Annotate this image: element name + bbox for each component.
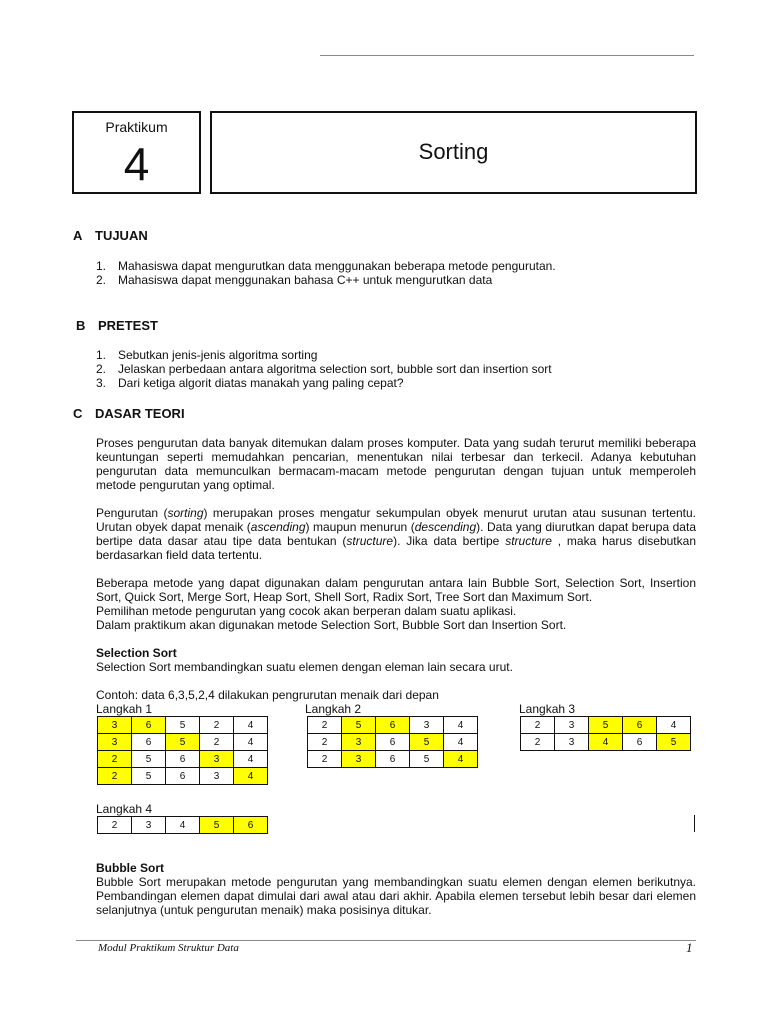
step-cell: 6 bbox=[623, 717, 657, 734]
step-row bbox=[308, 734, 478, 751]
step-cell: 6 bbox=[234, 817, 268, 834]
list-item: 1. Mahasiswa dapat mengurutkan data menggunakan beberapa metode pengurutan. bbox=[96, 259, 556, 273]
step-cell: 2 bbox=[308, 734, 342, 751]
step-cell: 6 bbox=[132, 734, 166, 751]
step-4-table bbox=[97, 816, 268, 834]
step-cell: 3 bbox=[410, 717, 444, 734]
step-cell: 4 bbox=[234, 768, 268, 785]
praktikum-box bbox=[72, 111, 201, 194]
step-cell: 3 bbox=[555, 717, 589, 734]
step-cell: 4 bbox=[657, 717, 691, 734]
step-cell: 4 bbox=[234, 717, 268, 734]
step-cell: 5 bbox=[410, 734, 444, 751]
step-cell: 6 bbox=[132, 717, 166, 734]
step-cell: 2 bbox=[521, 717, 555, 734]
step-cell: 4 bbox=[444, 734, 478, 751]
step-cell: 3 bbox=[200, 768, 234, 785]
step-cell: 2 bbox=[98, 817, 132, 834]
step-cell: 3 bbox=[342, 734, 376, 751]
section-b-heading: B PRETEST bbox=[76, 318, 158, 333]
step-cell: 3 bbox=[98, 734, 132, 751]
step-row bbox=[521, 734, 691, 751]
step-cell: 3 bbox=[98, 717, 132, 734]
selection-sort-description: Selection Sort membandingkan suatu elemen dengan eleman lain secara urut. bbox=[96, 660, 513, 674]
step-cell: 5 bbox=[166, 734, 200, 751]
teori-paragraph-1: Proses pengurutan data banyak ditemukan dalam proses komputer. Data yang sudah terurut memiliki beberapa keuntungan seperti memudahkan pencarian, menentukan nilai terbesar dan terkecil. Adanya kebutuhan pengurutan data memunculkan bermacam-macam metode pengurutan dengan tujuan untuk memperoleh metode pengurutan yang optimal. bbox=[96, 436, 696, 492]
praktikum-label: Praktikum bbox=[105, 119, 168, 135]
step-cell: 4 bbox=[444, 717, 478, 734]
step-row bbox=[98, 717, 268, 734]
step-cell: 5 bbox=[657, 734, 691, 751]
top-rule bbox=[320, 55, 694, 56]
step-cell: 3 bbox=[555, 734, 589, 751]
step-cell: 2 bbox=[98, 751, 132, 768]
step-cell: 2 bbox=[308, 751, 342, 768]
list-item: 2. Jelaskan perbedaan antara algoritma selection sort, bubble sort dan insertion sort bbox=[96, 362, 552, 376]
step-row bbox=[308, 751, 478, 768]
step-row bbox=[308, 717, 478, 734]
step-row bbox=[98, 734, 268, 751]
step-row bbox=[98, 817, 268, 834]
step-cell: 4 bbox=[234, 751, 268, 768]
page-title: Sorting bbox=[418, 139, 489, 164]
step-cell: 5 bbox=[589, 717, 623, 734]
step-2-table bbox=[307, 716, 478, 768]
step-cell: 6 bbox=[166, 768, 200, 785]
page-number: 1 bbox=[686, 940, 693, 955]
step-cell: 5 bbox=[200, 817, 234, 834]
step-3-label: Langkah 3 bbox=[519, 702, 576, 716]
step-cell: 4 bbox=[234, 734, 268, 751]
section-c-heading: C DASAR TEORI bbox=[73, 406, 185, 421]
text-cursor bbox=[694, 815, 695, 832]
step-cell: 4 bbox=[444, 751, 478, 768]
list-item: 1. Sebutkan jenis-jenis algoritma sorting bbox=[96, 348, 318, 362]
bubble-sort-description: Bubble Sort merupakan metode pengurutan yang membandingkan suatu elemen dengan elemen berikutnya. Pembandingan elemen dapat dimulai dari awal atau dari akhir. Apabila elemen tersebut lebih besar dari elemen selanjutnya (untuk pengurutan menaik) maka posisinya ditukar. bbox=[96, 875, 696, 917]
bubble-sort-heading: Bubble Sort bbox=[96, 861, 164, 875]
step-cell: 2 bbox=[200, 734, 234, 751]
step-4-label: Langkah 4 bbox=[96, 802, 153, 816]
step-1-table bbox=[97, 716, 268, 785]
step-row bbox=[98, 751, 268, 768]
step-3-table bbox=[520, 716, 691, 751]
step-cell: 6 bbox=[376, 734, 410, 751]
step-cell: 5 bbox=[132, 751, 166, 768]
list-item: 3. Dari ketiga algorit diatas manakah yang paling cepat? bbox=[96, 376, 404, 390]
step-row bbox=[98, 768, 268, 785]
step-cell: 2 bbox=[308, 717, 342, 734]
step-cell: 4 bbox=[166, 817, 200, 834]
teori-paragraph-3: Beberapa metode yang dapat digunakan dalam pengurutan antara lain Bubble Sort, Selection Sort, Insertion Sort, Quick Sort, Merge Sort, Heap Sort, Shell Sort, Radix Sort, Tree Sort dan Maximum Sort. Pemilihan metode pengurutan yang cocok akan berperan dalam suatu aplikasi. Dalam praktikum akan digunakan metode Selection Sort, Bubble Sort dan Insertion Sort. bbox=[96, 576, 696, 632]
footer-module-title: Modul Praktikum Struktur Data bbox=[98, 942, 239, 954]
step-1-label: Langkah 1 bbox=[96, 702, 153, 716]
selection-sort-example: Contoh: data 6,3,5,2,4 dilakukan pengrurutan menaik dari depan bbox=[96, 688, 439, 702]
step-cell: 5 bbox=[166, 717, 200, 734]
step-cell: 3 bbox=[200, 751, 234, 768]
step-cell: 3 bbox=[342, 751, 376, 768]
step-cell: 4 bbox=[589, 734, 623, 751]
title-box bbox=[210, 111, 697, 194]
step-cell: 6 bbox=[623, 734, 657, 751]
selection-sort-heading: Selection Sort bbox=[96, 646, 177, 660]
step-cell: 6 bbox=[376, 751, 410, 768]
step-cell: 5 bbox=[132, 768, 166, 785]
step-cell: 5 bbox=[342, 717, 376, 734]
tujuan-list bbox=[96, 259, 696, 287]
pretest-list bbox=[96, 348, 696, 390]
step-cell: 2 bbox=[98, 768, 132, 785]
step-cell: 2 bbox=[200, 717, 234, 734]
step-cell: 6 bbox=[166, 751, 200, 768]
step-cell: 2 bbox=[521, 734, 555, 751]
step-cell: 6 bbox=[376, 717, 410, 734]
step-2-label: Langkah 2 bbox=[305, 702, 362, 716]
footer-rule bbox=[76, 940, 696, 941]
step-cell: 5 bbox=[410, 751, 444, 768]
step-cell: 3 bbox=[132, 817, 166, 834]
teori-paragraph-2: Pengurutan (sorting) merupakan proses mengatur sekumpulan obyek menurut urutan atau susunan tertentu. Urutan obyek dapat menaik (ascending) maupun menurun (descending). Data yang diurutkan dapat berupa data bertipe data dasar atau tipe data bentukan (structure). Jika data bertipe structure , maka harus disebutkan berdasarkan field data tertentu. bbox=[96, 506, 697, 562]
praktikum-number: 4 bbox=[123, 138, 150, 190]
list-item: 2. Mahasiswa dapat menggunakan bahasa C++ untuk mengurutkan data bbox=[96, 273, 493, 287]
step-row bbox=[521, 717, 691, 734]
section-a-heading: A TUJUAN bbox=[73, 228, 148, 243]
